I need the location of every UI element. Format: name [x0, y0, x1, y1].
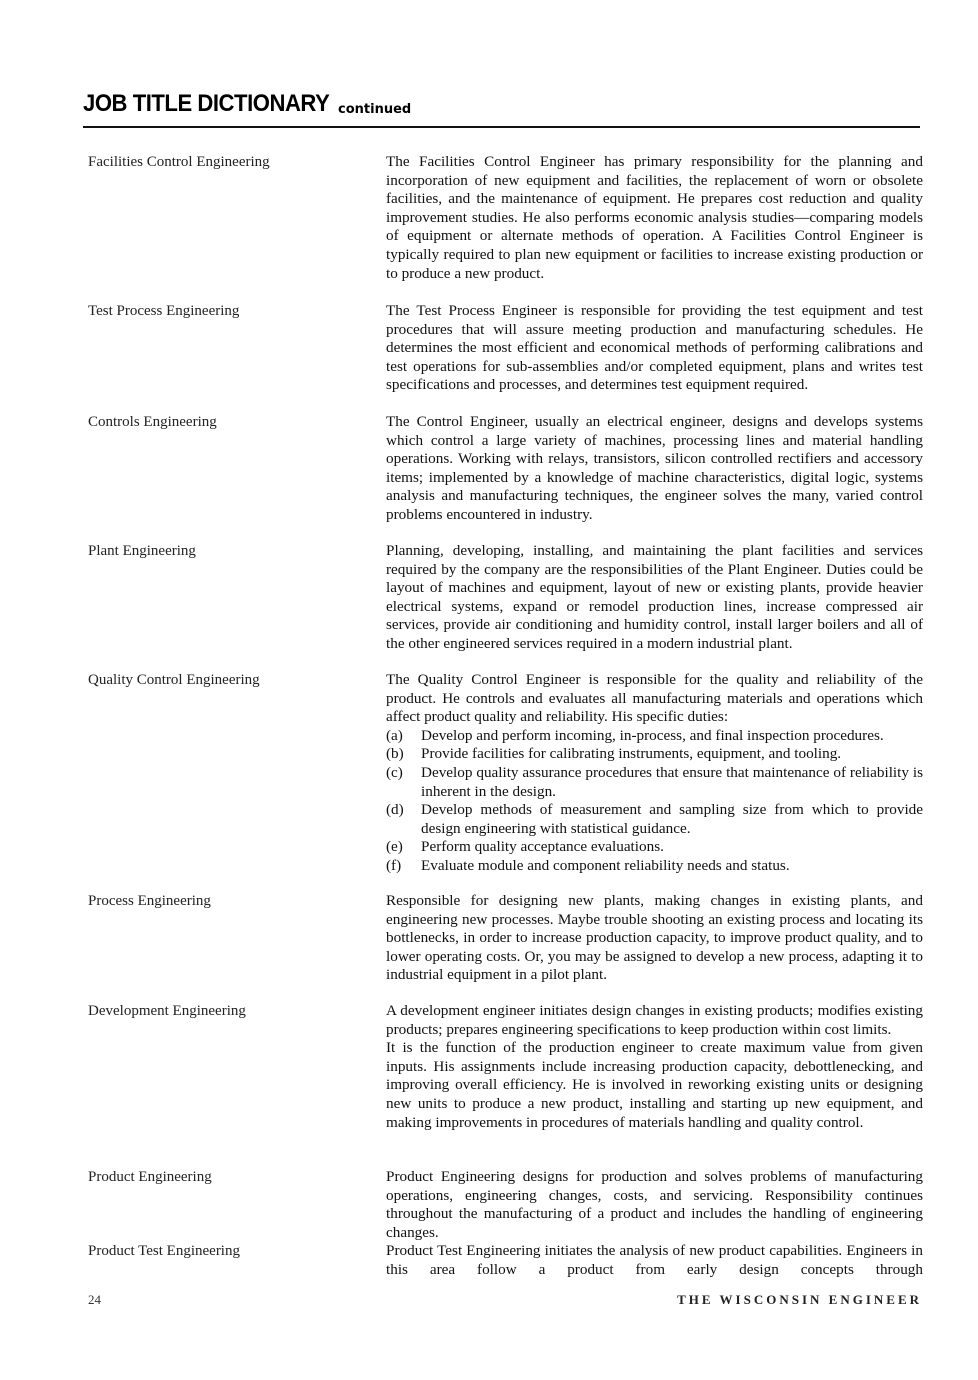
duty-list-item — [386, 764, 923, 801]
journal-name: THE WISCONSIN ENGINEER — [677, 1292, 922, 1307]
entry-term: Facilities Control Engineering — [88, 154, 270, 170]
page-subtitle: continued — [338, 102, 412, 117]
entry-definition — [386, 892, 923, 985]
entry-definition — [386, 1002, 923, 1132]
entry-term: Controls Engineering — [88, 414, 217, 430]
entry-definition — [386, 671, 923, 876]
page-title: JOB TITLE DICTIONARY — [83, 90, 330, 117]
definition-paragraph: A development engineer initiates design changes in existing products; modifies existing products; prepares engineering specifications to keep production within cost limits. — [386, 1002, 923, 1038]
entry-definition — [386, 1168, 923, 1242]
entry-term: Process Engineering — [88, 893, 211, 909]
entry-term: Product Test Engineering — [88, 1243, 240, 1259]
list-marker: (f) — [386, 856, 402, 874]
list-marker: (b) — [386, 745, 404, 763]
list-marker: (e) — [386, 838, 403, 856]
definition-paragraph: Planning, developing, installing, and maintaining the plant facilities and services required by the company are the responsibilities of the Plant Engineer. Duties could be layout of machines and equipment, layout of new or existing plants, provide heavier electrical systems, expand or remodel production lines, increase compressed air services, provide air conditioning and humidity control, install larger boilers and all of the other engineered services required in a modern industrial plant. — [386, 542, 923, 652]
entry-definition — [386, 153, 923, 283]
entry-term: Development Engineering — [88, 1003, 246, 1019]
definition-paragraph: Responsible for designing new plants, making changes in existing plants, and engineering new processes. Maybe trouble shooting an existing process and locating its bottlenecks, in order to increase production capacity, to improve product quality, and to lower operating costs. Or, you may be assigned to develop a new process, adapting it to industrial equipment in a pilot plant. — [386, 892, 923, 984]
list-marker: (c) — [386, 763, 403, 781]
page-header — [83, 88, 923, 128]
entry-definition — [386, 542, 923, 654]
duty-list-item — [386, 801, 923, 838]
duty-list-item — [386, 727, 923, 746]
entry-term: Test Process Engineering — [88, 303, 240, 319]
duty-list-item — [386, 838, 923, 857]
definition-paragraph: Product Engineering designs for production and solves problems of manufacturing operations, engineering changes, costs, and servicing. Responsibility continues throughout the manufacturing of a product and includes the handling of engineering changes. — [386, 1168, 923, 1241]
definition-paragraph: The Control Engineer, usually an electrical engineer, designs and develops systems which control a large variety of machines, processing lines and material handling operations. Working with relays, transistors, silicon controlled rectifiers and accessory items; implemented by a knowledge of machine characteristics, digital logic, systems analysis and manufacturing techniques, the engineer solves the many, varied control problems encountered in industry. — [386, 413, 923, 523]
definition-paragraph: It is the function of the production engineer to create maximum value from given inputs. His assignments include increasing production capacity, debottlenecking, and improving overall efficiency. He is involved in reworking existing units or designing new units to produce a new product, installing and starting up new equipment, and making improvements in procedures of materials handling and quality control. — [386, 1039, 923, 1131]
duty-list-item — [386, 745, 923, 764]
list-text: Provide facilities for calibrating instruments, equipment, and tooling. — [421, 745, 842, 763]
entry-term: Plant Engineering — [88, 543, 196, 559]
list-text: Develop methods of measurement and sampling size from which to provide design engineering with statistical guidance. — [421, 801, 923, 837]
entry-term: Product Engineering — [88, 1169, 212, 1185]
entry-term: Quality Control Engineering — [88, 672, 260, 688]
list-text: Develop quality assurance procedures that ensure that maintenance of reliability is inherent in the design. — [421, 763, 923, 800]
header-divider — [83, 126, 920, 128]
definition-paragraph: The Quality Control Engineer is responsible for the quality and reliability of the product. He controls and evaluates all manufacturing materials and operations which affect product quality and reliability. His specific duties: — [386, 671, 923, 726]
list-marker: (d) — [386, 801, 404, 819]
list-text: Develop and perform incoming, in-process, and final inspection procedures. — [421, 726, 884, 744]
entry-definition — [386, 1242, 923, 1279]
list-text: Perform quality acceptance evaluations. — [421, 838, 664, 856]
list-marker: (a) — [386, 726, 403, 744]
entry-definition — [386, 413, 923, 525]
page-number: 24 — [88, 1292, 101, 1307]
definition-paragraph: The Test Process Engineer is responsible for providing the test equipment and test procedures that will assure meeting production and manufacturing schedules. He determines the most efficient and economical methods of performing calibrations and test operations for sub-assemblies and/or completed equipment, plans and writes test specifications and processes, and determines test equipment required. — [386, 302, 923, 394]
list-text: Evaluate module and component reliability needs and status. — [421, 856, 790, 874]
entry-definition — [386, 302, 923, 395]
definition-paragraph: Product Test Engineering initiates the analysis of new product capabilities. Engineers in this area follow a product from early design concepts through — [386, 1242, 923, 1278]
duty-list-item — [386, 857, 923, 876]
definition-paragraph: The Facilities Control Engineer has primary responsibility for the planning and incorporation of new equipment and facilities, the replacement of worn or obsolete facilities, and the maintenance of equipment. He prepares cost reduction and quality improvement studies. He also performs economic analysis studies—comparing models of equipment or alternate methods of operation. A Facilities Control Engineer is typically required to plan new equipment or facilities to increase existing production or to produce a new product. — [386, 153, 923, 282]
